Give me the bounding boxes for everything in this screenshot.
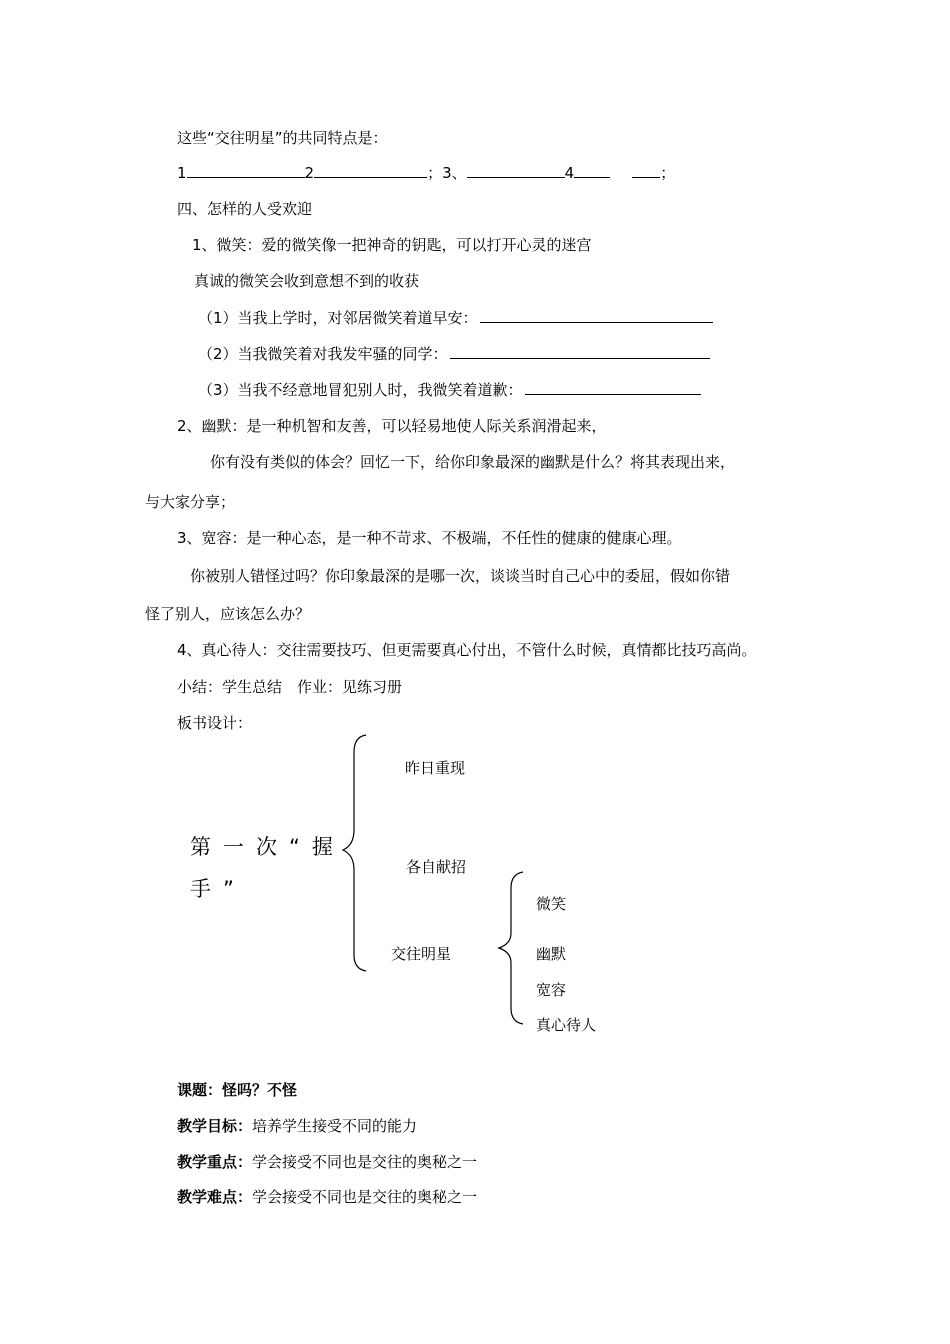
question-1-text: （1）当我上学时，对邻居微笑着道早安： <box>198 309 478 327</box>
question-2-text: （2）当我微笑着对我发牢骚的同学： <box>198 345 448 363</box>
blank-number-4: 4 <box>564 164 575 182</box>
tolerance-prompt: 你被别人错怪过吗？你印象最深的是哪一次，谈谈当时自己心中的委屈，假如你错 <box>190 567 731 585</box>
board-branch-3: 交往明星 <box>391 945 452 963</box>
humor-prompt-cont: 与大家分享； <box>145 493 236 511</box>
board-title-2: 手” <box>190 877 246 901</box>
lesson-difficulty <box>177 1187 477 1207</box>
difficulty-text: 学会接受不同也是交往的奥秘之一 <box>252 1188 478 1206</box>
lesson-key <box>177 1152 477 1172</box>
lesson-goal <box>177 1116 417 1136</box>
board-sub-3: 宽容 <box>536 981 567 999</box>
lesson-topic: 课题：怪吗？不怪 <box>177 1081 298 1099</box>
difficulty-label: 教学难点： <box>177 1188 253 1206</box>
board-branch-2: 各自献招 <box>406 858 467 876</box>
blank-number-2: 2 <box>304 164 315 182</box>
sincerity-item: 4、真心待人：交往需要技巧、但更需要真心付出，不管什么时候，真情都比技巧高尚。 <box>177 641 757 659</box>
blank-number-1: 1 <box>177 164 187 182</box>
tolerance-prompt-cont: 怪了别人，应该怎么办？ <box>145 605 311 623</box>
board-sub-2: 幽默 <box>536 945 567 963</box>
question-3-text: （3）当我不经意地冒犯别人时，我微笑着道歉： <box>198 381 523 399</box>
tolerance-item: 3、宽容：是一种心态，是一种不苛求、不极端，不任性的健康的健康心理。 <box>177 529 682 547</box>
summary-line: 小结：学生总结 作业：见练习册 <box>177 678 403 696</box>
key-text: 学会接受不同也是交往的奥秘之一 <box>252 1153 478 1171</box>
smile-item: 1、微笑：爱的微笑像一把神奇的钥匙，可以打开心灵的迷宫 <box>192 236 592 254</box>
goal-text: 培养学生接受不同的能力 <box>252 1117 418 1135</box>
board-sub-4: 真心待人 <box>536 1016 597 1034</box>
blank-number-3: 3、 <box>442 164 467 182</box>
semicolon: ； <box>427 164 443 182</box>
section-heading: 四、怎样的人受欢迎 <box>177 200 313 218</box>
board-design-label: 板书设计： <box>177 714 253 732</box>
line-1: 这些“交往明星”的共同特点是： <box>177 129 388 147</box>
key-label: 教学重点： <box>177 1153 253 1171</box>
smile-note: 真诚的微笑会收到意想不到的收获 <box>194 272 420 290</box>
board-branch-1: 昨日重现 <box>405 759 466 777</box>
humor-item: 2、幽默：是一种机智和友善，可以轻易地使人际关系润滑起来， <box>177 417 607 435</box>
humor-prompt: 你有没有类似的体会？回忆一下，给你印象最深的幽默是什么？将其表现出来， <box>210 453 736 471</box>
goal-label: 教学目标： <box>177 1117 253 1135</box>
board-sub-1: 微笑 <box>536 895 567 913</box>
semicolon: ； <box>660 164 676 182</box>
board-title-1: 第一次“握 <box>190 835 345 859</box>
main-brace <box>343 735 366 971</box>
sub-brace <box>499 872 523 1024</box>
